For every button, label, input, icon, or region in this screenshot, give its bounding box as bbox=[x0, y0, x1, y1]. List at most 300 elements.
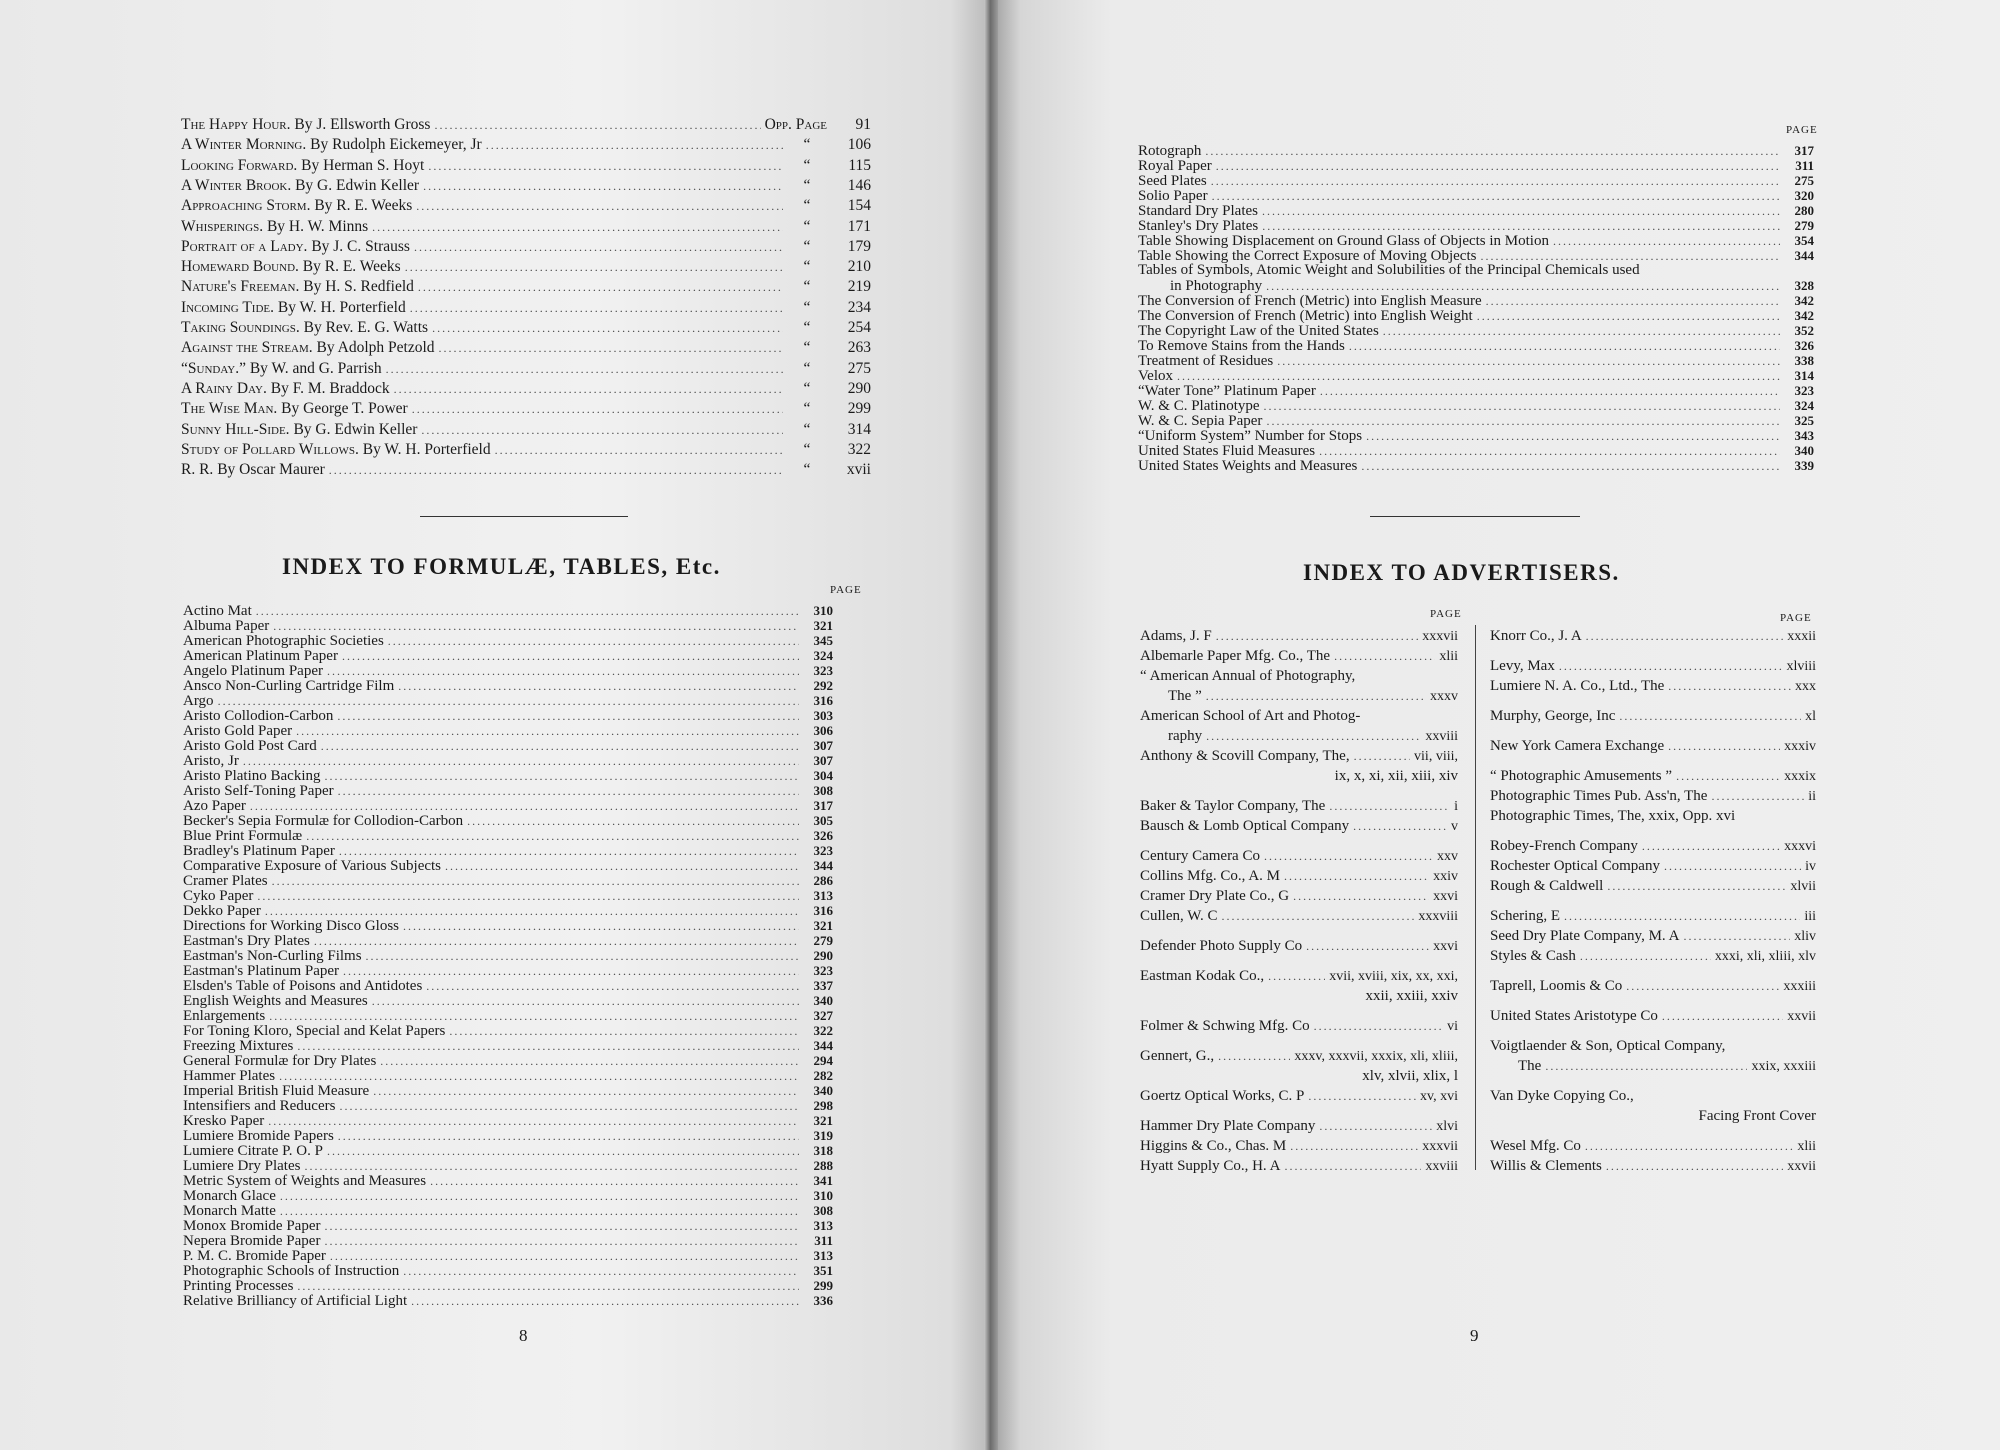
advertiser-page: xxxv bbox=[1430, 689, 1458, 704]
formula-entry bbox=[183, 1128, 833, 1143]
leader-dots bbox=[1293, 886, 1429, 906]
advertiser-entry bbox=[1490, 1086, 1816, 1106]
plate-entry bbox=[181, 116, 871, 136]
leader-dots bbox=[1619, 706, 1801, 726]
leader-dots bbox=[411, 1294, 799, 1308]
leader-dots bbox=[273, 619, 799, 633]
leader-dots bbox=[1262, 219, 1780, 233]
formula-label: Aristo, Jr bbox=[183, 753, 239, 768]
formula-label: General Formulæ for Dry Plates bbox=[183, 1053, 377, 1068]
page-ref-marker: “ bbox=[803, 176, 811, 194]
formula-label: Relative Brilliancy of Artificial Light bbox=[183, 1293, 408, 1308]
leader-dots bbox=[1545, 1056, 1747, 1076]
advertiser-page: xxxii bbox=[1787, 629, 1816, 644]
formula-entry bbox=[183, 828, 833, 843]
index-label: Seed Plates bbox=[1138, 173, 1207, 188]
formula-label: P. M. C. Bromide Paper bbox=[183, 1248, 326, 1263]
page-ref-marker: “ bbox=[803, 319, 811, 336]
advertiser-entry bbox=[1140, 866, 1458, 886]
advertiser-entry bbox=[1490, 1006, 1816, 1026]
index-page: 343 bbox=[1794, 428, 1814, 443]
formula-page: 279 bbox=[813, 933, 833, 948]
index-entry bbox=[1138, 218, 1814, 233]
leader-dots bbox=[338, 784, 799, 798]
plate-entry bbox=[181, 319, 871, 339]
formula-entry bbox=[183, 813, 833, 828]
plate-credit: By W. H. Porterfield bbox=[362, 440, 491, 458]
index-label: Table Showing Displacement on Ground Glass of Objects in Motion bbox=[1138, 233, 1549, 248]
formula-page: 321 bbox=[813, 618, 833, 633]
advertiser-entry bbox=[1490, 876, 1816, 896]
plate-page: xvii bbox=[846, 461, 871, 479]
advertiser-name: Albemarle Paper Mfg. Co., The bbox=[1140, 648, 1331, 664]
entry-gap bbox=[1490, 1026, 1816, 1036]
leader-dots bbox=[324, 1234, 799, 1248]
leader-dots bbox=[306, 829, 799, 843]
advertiser-entry bbox=[1140, 646, 1458, 666]
entry-gap bbox=[1490, 756, 1816, 766]
advertiser-page: xxx bbox=[1795, 679, 1816, 694]
index-entry bbox=[1138, 143, 1814, 158]
leader-dots bbox=[338, 1129, 799, 1143]
page-ref-marker: “ bbox=[803, 400, 811, 418]
leader-dots bbox=[324, 1219, 799, 1233]
leader-dots bbox=[1211, 174, 1780, 188]
leader-dots bbox=[279, 1069, 799, 1083]
plate-credit: By H. S. Redfield bbox=[303, 278, 414, 296]
index-page: 324 bbox=[1794, 398, 1814, 413]
leader-dots bbox=[337, 709, 799, 723]
formula-entry bbox=[183, 1203, 833, 1218]
index-entry bbox=[1138, 188, 1814, 203]
formula-label: Monox Bromide Paper bbox=[183, 1218, 321, 1233]
page-column-label-top: PAGE bbox=[1786, 124, 1818, 136]
advertiser-continuation: xxii, xxiii, xxiv bbox=[1365, 988, 1458, 1004]
formula-page: 307 bbox=[813, 738, 833, 753]
page-ref-marker: “ bbox=[803, 339, 811, 357]
advertiser-page: xlvi bbox=[1436, 1119, 1458, 1134]
advertiser-name: Photographic Times Pub. Ass'n, The bbox=[1490, 788, 1708, 804]
advertiser-name: Collins Mfg. Co., A. M bbox=[1140, 868, 1281, 884]
formula-entry bbox=[183, 1143, 833, 1158]
page-ref-marker: “ bbox=[803, 278, 811, 296]
formula-label: Monarch Matte bbox=[183, 1203, 276, 1218]
leader-dots bbox=[265, 904, 799, 918]
advertiser-name: American School of Art and Photog- bbox=[1140, 708, 1361, 724]
index-label: W. & C. Platinotype bbox=[1138, 398, 1260, 413]
plate-page: 314 bbox=[847, 420, 871, 438]
formula-entry bbox=[183, 723, 833, 738]
plate-credit: By W. H. Porterfield bbox=[277, 298, 406, 316]
plate-credit: By Oscar Maurer bbox=[217, 461, 325, 479]
advertiser-entry bbox=[1140, 1046, 1458, 1066]
index-page: 344 bbox=[1794, 248, 1814, 263]
leader-dots bbox=[1564, 906, 1800, 926]
leader-dots bbox=[1266, 414, 1780, 428]
advertiser-entry bbox=[1490, 1156, 1816, 1176]
advertiser-entry bbox=[1490, 1136, 1816, 1156]
advertiser-page: iv bbox=[1805, 859, 1816, 874]
index-label: Royal Paper bbox=[1138, 158, 1212, 173]
adv-page-label-left: PAGE bbox=[1430, 608, 1462, 620]
leader-dots bbox=[430, 1174, 799, 1188]
advertiser-entry bbox=[1490, 676, 1816, 696]
index-entry bbox=[1138, 293, 1814, 308]
index-page: 323 bbox=[1794, 383, 1814, 398]
advertiser-page: v bbox=[1451, 819, 1458, 834]
page-ref-marker: “ bbox=[803, 298, 811, 316]
leader-dots bbox=[1668, 736, 1780, 756]
advertiser-entry bbox=[1140, 686, 1458, 706]
index-label: Treatment of Residues bbox=[1138, 353, 1274, 368]
plate-page: 91 bbox=[855, 116, 871, 133]
formula-page: 310 bbox=[813, 603, 833, 618]
advertiser-entry bbox=[1140, 746, 1458, 766]
advertiser-name: New York Camera Exchange bbox=[1490, 738, 1665, 754]
advertiser-entry bbox=[1140, 626, 1458, 646]
plate-credit: By R. E. Weeks bbox=[314, 197, 413, 215]
formula-page: 308 bbox=[813, 1203, 833, 1218]
leader-dots bbox=[1361, 459, 1780, 473]
entry-gap bbox=[1140, 1106, 1458, 1116]
leader-dots bbox=[327, 1144, 799, 1158]
plate-entry bbox=[181, 299, 871, 319]
page-ref-marker: “ bbox=[803, 217, 811, 235]
leader-dots bbox=[250, 799, 799, 813]
leader-dots bbox=[325, 769, 800, 783]
page-ref-marker: “ bbox=[803, 258, 811, 276]
entry-gap bbox=[1490, 996, 1816, 1006]
leader-dots bbox=[495, 443, 783, 458]
leader-dots bbox=[449, 1024, 799, 1038]
plate-page: 254 bbox=[847, 319, 871, 336]
advertiser-name: Robey-French Company bbox=[1490, 838, 1638, 854]
advertiser-name: Cramer Dry Plate Co., G bbox=[1140, 888, 1290, 904]
plate-title: A Rainy Day. bbox=[181, 379, 267, 397]
plate-entry bbox=[181, 177, 871, 197]
leader-dots bbox=[1284, 1156, 1421, 1176]
index-page: 320 bbox=[1794, 188, 1814, 203]
advertiser-name: Willis & Clements bbox=[1490, 1158, 1602, 1174]
advertiser-name: Photographic Times, The, xxix, Opp. xvi bbox=[1490, 808, 1736, 824]
formula-label: Blue Print Formulæ bbox=[183, 828, 303, 843]
index-entry bbox=[1138, 278, 1814, 293]
advertiser-entry bbox=[1140, 726, 1458, 746]
formula-label: Metric System of Weights and Measures bbox=[183, 1173, 427, 1188]
index-page: 279 bbox=[1794, 218, 1814, 233]
plate-credit: By J. C. Strauss bbox=[311, 237, 410, 255]
formula-page: 321 bbox=[813, 918, 833, 933]
plate-page: 115 bbox=[848, 156, 871, 174]
formula-page: 318 bbox=[813, 1143, 833, 1158]
leader-dots bbox=[296, 724, 799, 738]
leader-dots bbox=[243, 754, 799, 768]
index-label: United States Fluid Measures bbox=[1138, 443, 1316, 458]
advertisers-column-left bbox=[1140, 626, 1458, 1176]
advertiser-entry bbox=[1490, 786, 1816, 806]
formula-label: English Weights and Measures bbox=[183, 993, 368, 1008]
leader-dots bbox=[339, 844, 799, 858]
formula-entry bbox=[183, 648, 833, 663]
leader-dots bbox=[218, 694, 799, 708]
advertiser-entry bbox=[1490, 1056, 1816, 1076]
formula-label: Eastman's Non-Curling Films bbox=[183, 948, 362, 963]
formula-page: 305 bbox=[813, 813, 833, 828]
advertiser-entry bbox=[1140, 1016, 1458, 1036]
leader-dots bbox=[412, 402, 783, 417]
plate-title: The Happy Hour. bbox=[181, 116, 291, 133]
entry-gap bbox=[1140, 956, 1458, 966]
formula-entry bbox=[183, 663, 833, 678]
page-ref-marker: “ bbox=[803, 379, 811, 397]
formula-page: 313 bbox=[813, 1218, 833, 1233]
leader-dots bbox=[1366, 429, 1780, 443]
plate-entry bbox=[181, 380, 871, 400]
formula-entry bbox=[183, 843, 833, 858]
formula-entry bbox=[183, 1233, 833, 1248]
plate-title: Approaching Storm. bbox=[181, 197, 311, 215]
formula-entry bbox=[183, 753, 833, 768]
formula-page: 290 bbox=[813, 948, 833, 963]
formula-entry bbox=[183, 963, 833, 978]
formula-label: Lumiere Dry Plates bbox=[183, 1158, 301, 1173]
plate-page: 275 bbox=[847, 359, 871, 377]
formula-entry bbox=[183, 708, 833, 723]
index-page: 342 bbox=[1794, 293, 1814, 308]
index-label: The Conversion of French (Metric) into English Weight bbox=[1138, 308, 1473, 323]
leader-dots bbox=[1334, 646, 1435, 666]
advertiser-name: “ Photographic Amusements ” bbox=[1490, 768, 1673, 784]
index-entry bbox=[1138, 428, 1814, 443]
formula-label: Nepera Bromide Paper bbox=[183, 1233, 321, 1248]
formula-entry bbox=[183, 678, 833, 693]
leader-dots bbox=[1264, 399, 1780, 413]
advertiser-name: Baker & Taylor Company, The bbox=[1140, 798, 1326, 814]
entry-gap bbox=[1140, 1036, 1458, 1046]
formula-label: Azo Paper bbox=[183, 798, 246, 813]
advertiser-name: The ” bbox=[1168, 688, 1202, 704]
formula-label: Cyko Paper bbox=[183, 888, 254, 903]
plate-page: 106 bbox=[847, 136, 871, 154]
advertiser-page: xxxix bbox=[1784, 769, 1816, 784]
index-entry bbox=[1138, 173, 1814, 188]
advertiser-entry bbox=[1140, 936, 1458, 956]
leader-dots bbox=[1268, 966, 1325, 986]
advertiser-entry bbox=[1490, 976, 1816, 996]
plate-title: “Sunday.” bbox=[181, 359, 246, 377]
leader-dots bbox=[339, 1099, 799, 1113]
index-label: W. & C. Sepia Paper bbox=[1138, 413, 1263, 428]
leader-dots bbox=[1480, 249, 1780, 263]
advertiser-entry bbox=[1140, 1136, 1458, 1156]
advertiser-name: Goertz Optical Works, C. P bbox=[1140, 1088, 1305, 1104]
formula-page: 324 bbox=[813, 648, 833, 663]
plate-title: Nature's Freeman. bbox=[181, 278, 300, 296]
leader-dots bbox=[1218, 1046, 1290, 1066]
advertiser-page: vi bbox=[1447, 1019, 1458, 1034]
advertiser-entry bbox=[1140, 966, 1458, 986]
entry-gap bbox=[1490, 826, 1816, 836]
formula-page: 345 bbox=[813, 633, 833, 648]
plate-credit: By Herman S. Hoyt bbox=[301, 156, 425, 174]
index-label: “Uniform System” Number for Stops bbox=[1138, 428, 1363, 443]
index-entry bbox=[1138, 458, 1814, 473]
formula-label: Aristo Platino Backing bbox=[183, 768, 321, 783]
leader-dots bbox=[280, 1189, 799, 1203]
entry-gap bbox=[1490, 646, 1816, 656]
formula-entry bbox=[183, 618, 833, 633]
leader-dots bbox=[1668, 676, 1791, 696]
plate-title: Sunny Hill-Side. bbox=[181, 420, 290, 438]
formula-page: 307 bbox=[813, 753, 833, 768]
advertiser-page: xxviii bbox=[1425, 1159, 1458, 1174]
advertiser-name: raphy bbox=[1168, 728, 1203, 744]
formula-label: Enlargements bbox=[183, 1008, 266, 1023]
plate-entry bbox=[181, 157, 871, 177]
advertisers-heading: INDEX TO ADVERTISERS. bbox=[1303, 560, 1620, 585]
advertiser-name: Van Dyke Copying Co., bbox=[1490, 1088, 1634, 1104]
leader-dots bbox=[1486, 294, 1780, 308]
formula-label: Eastman's Platinum Paper bbox=[183, 963, 340, 978]
formula-page: 311 bbox=[814, 1233, 833, 1248]
advertiser-page: xxvii bbox=[1787, 1159, 1816, 1174]
index-label: Standard Dry Plates bbox=[1138, 203, 1258, 218]
leader-dots bbox=[321, 739, 799, 753]
adv-page-label-right: PAGE bbox=[1780, 612, 1812, 624]
entry-gap bbox=[1140, 786, 1458, 796]
formula-entry bbox=[183, 603, 833, 618]
formula-page: 313 bbox=[813, 888, 833, 903]
leader-dots bbox=[297, 1279, 799, 1293]
leader-dots bbox=[1266, 279, 1780, 293]
advertiser-page: xxxvi bbox=[1784, 839, 1816, 854]
page-column-label: PAGE bbox=[830, 584, 862, 596]
plate-page: 210 bbox=[847, 258, 871, 276]
formula-label: Albuma Paper bbox=[183, 618, 270, 633]
leader-dots bbox=[330, 1249, 799, 1263]
advertiser-name: Wesel Mfg. Co bbox=[1490, 1138, 1581, 1154]
index-entry bbox=[1138, 338, 1814, 353]
formula-label: Actino Mat bbox=[183, 603, 252, 618]
plate-title: The Wise Man. bbox=[181, 400, 278, 418]
formula-label: Intensifiers and Reducers bbox=[183, 1098, 336, 1113]
page-ref-marker: “ bbox=[803, 359, 811, 377]
index-label: Velox bbox=[1138, 368, 1173, 383]
index-entry bbox=[1138, 353, 1814, 368]
advertiser-page: iii bbox=[1804, 909, 1816, 924]
advertiser-name: Anthony & Scovill Company, The, bbox=[1140, 748, 1350, 764]
leader-dots bbox=[410, 301, 783, 316]
formula-label: Imperial British Fluid Measure bbox=[183, 1083, 370, 1098]
formula-entry bbox=[183, 1053, 833, 1068]
advertiser-name: Murphy, George, Inc bbox=[1490, 708, 1616, 724]
plate-title: Whisperings. bbox=[181, 217, 264, 235]
formula-page: 282 bbox=[813, 1068, 833, 1083]
index-entry bbox=[1138, 233, 1814, 248]
formula-page: 294 bbox=[813, 1053, 833, 1068]
advertiser-page: xxxiv bbox=[1784, 739, 1816, 754]
formula-entry bbox=[183, 993, 833, 1008]
formula-page: 337 bbox=[813, 978, 833, 993]
plate-entry bbox=[181, 218, 871, 238]
plate-title: Against the Stream. bbox=[181, 339, 313, 357]
plate-page: 322 bbox=[847, 440, 871, 458]
page-ref-marker: “ bbox=[803, 237, 811, 255]
formula-label: Angelo Platinum Paper bbox=[183, 663, 323, 678]
leader-dots bbox=[403, 919, 799, 933]
formula-label: Aristo Self-Toning Paper bbox=[183, 783, 334, 798]
advertiser-page: xxv bbox=[1437, 849, 1458, 864]
formula-label: For Toning Kloro, Special and Kelat Papers bbox=[183, 1023, 446, 1038]
formula-label: Photographic Schools of Instruction bbox=[183, 1263, 400, 1278]
page-ref-marker: “ bbox=[803, 197, 811, 215]
leader-dots bbox=[1264, 846, 1433, 866]
formula-page: 341 bbox=[813, 1173, 833, 1188]
formula-label: Dekko Paper bbox=[183, 903, 261, 918]
advertiser-entry bbox=[1490, 856, 1816, 876]
index-label: Rotograph bbox=[1138, 143, 1202, 158]
formula-label: Cramer Plates bbox=[183, 873, 268, 888]
advertiser-page: xxvi bbox=[1433, 939, 1458, 954]
leader-dots bbox=[428, 159, 783, 174]
advertiser-page: xlvii bbox=[1790, 879, 1816, 894]
plate-credit: By George T. Power bbox=[281, 400, 408, 418]
formula-entry bbox=[183, 918, 833, 933]
leader-dots bbox=[1676, 766, 1780, 786]
leader-dots bbox=[256, 604, 799, 618]
formula-entry bbox=[183, 1083, 833, 1098]
index-label: in Photography bbox=[1170, 278, 1263, 293]
leader-dots bbox=[1580, 946, 1711, 966]
advertiser-page: xxiv bbox=[1433, 869, 1458, 884]
plate-entry bbox=[181, 461, 871, 481]
formula-label: Aristo Gold Post Card bbox=[183, 738, 317, 753]
formula-entry bbox=[183, 1158, 833, 1173]
formula-label: American Photographic Societies bbox=[183, 633, 384, 648]
leader-dots bbox=[1329, 796, 1450, 816]
formula-page: 321 bbox=[813, 1113, 833, 1128]
formula-entry bbox=[183, 873, 833, 888]
formula-entry bbox=[183, 768, 833, 783]
formula-page: 304 bbox=[813, 768, 833, 783]
plate-page: 179 bbox=[847, 237, 871, 255]
index-page: 317 bbox=[1794, 143, 1814, 158]
leader-dots bbox=[269, 1009, 799, 1023]
index-page: 326 bbox=[1794, 338, 1814, 353]
leader-dots bbox=[373, 1084, 799, 1098]
formula-page: 298 bbox=[813, 1098, 833, 1113]
advertiser-name: Seed Dry Plate Company, M. A bbox=[1490, 928, 1680, 944]
plate-page: 171 bbox=[847, 217, 871, 235]
leader-dots bbox=[432, 321, 783, 336]
formula-page: 322 bbox=[813, 1023, 833, 1038]
plate-entry bbox=[181, 441, 871, 461]
plate-credit: By R. E. Weeks bbox=[302, 258, 401, 276]
advertiser-name: Taprell, Loomis & Co bbox=[1490, 978, 1623, 994]
plate-page: 299 bbox=[847, 400, 871, 418]
advertiser-name: Bausch & Lomb Optical Company bbox=[1140, 818, 1350, 834]
index-page: 280 bbox=[1794, 203, 1814, 218]
advertiser-page: xxix, xxxiii bbox=[1751, 1059, 1816, 1074]
advertiser-entry bbox=[1140, 1086, 1458, 1106]
formula-entry bbox=[183, 1173, 833, 1188]
formula-entry bbox=[183, 1098, 833, 1113]
leader-dots bbox=[1319, 1116, 1432, 1136]
plate-page: 146 bbox=[847, 176, 871, 194]
advertiser-entry bbox=[1490, 1036, 1816, 1056]
leader-dots bbox=[327, 664, 799, 678]
advertiser-name: United States Aristotype Co bbox=[1490, 1008, 1658, 1024]
